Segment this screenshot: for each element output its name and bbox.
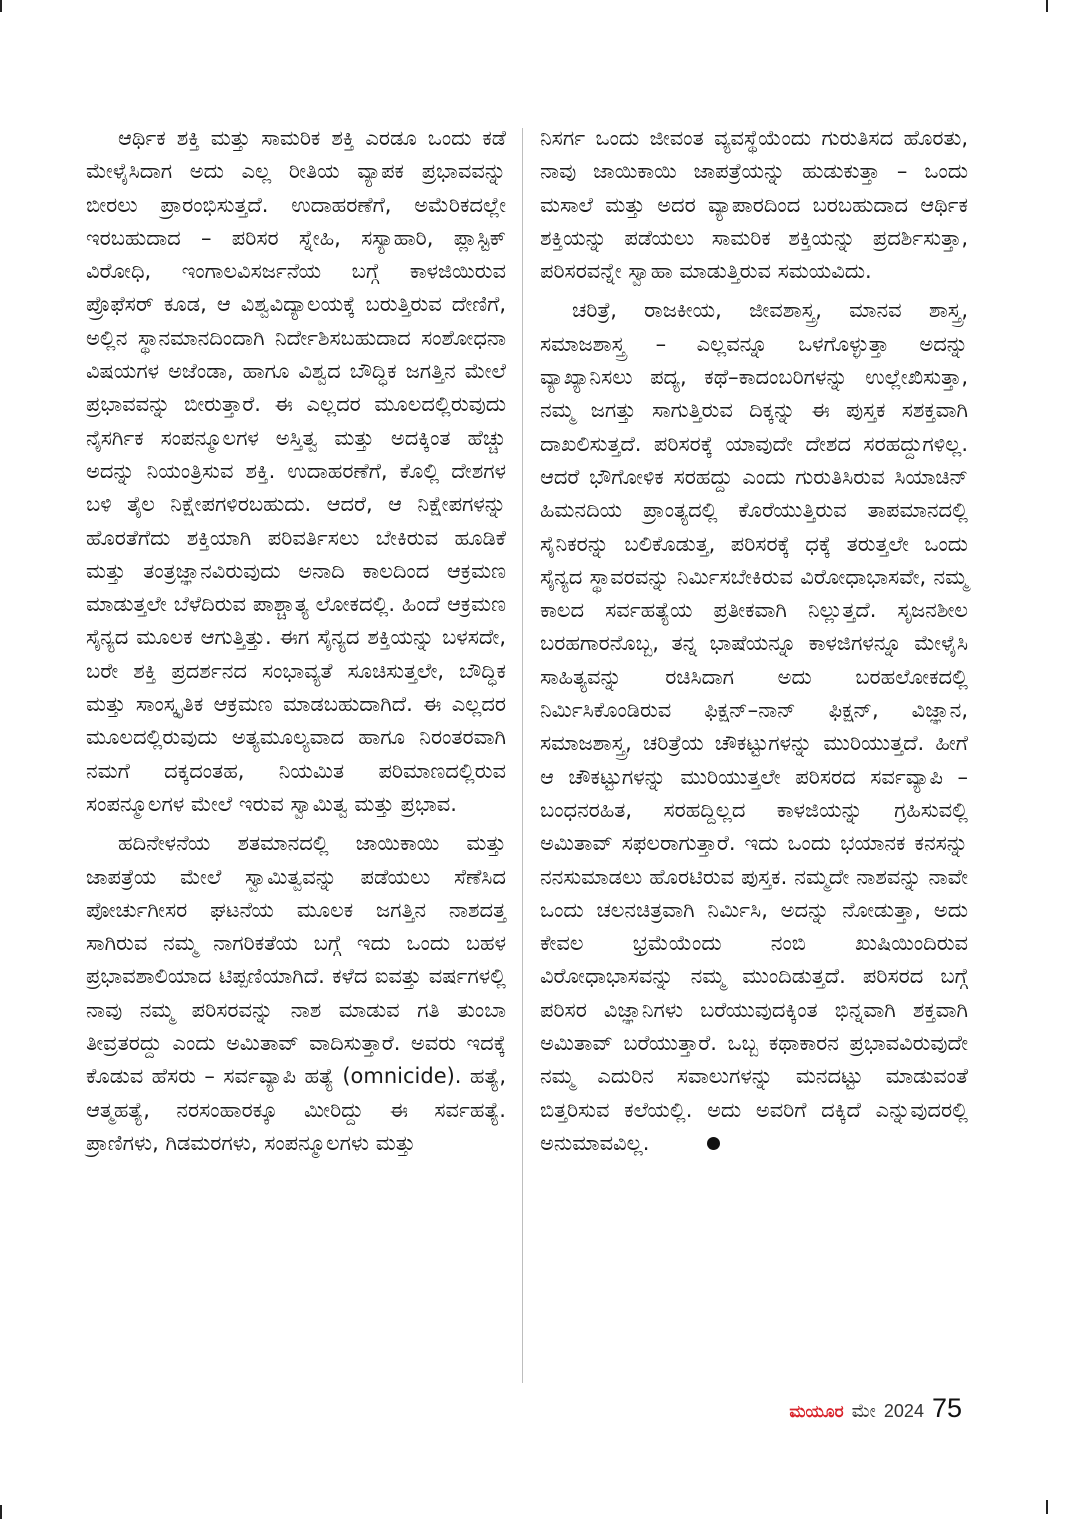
crop-mark-top-left xyxy=(0,0,2,12)
article-column-left xyxy=(86,122,506,1166)
paragraph: ಆರ್ಥಿಕ ಶಕ್ತಿ ಮತ್ತು ಸಾಮರಿಕ ಶಕ್ತಿ ಎರಡೂ ಒಂದು ಕಡೆ ಮೇಳೈಸಿದಾಗ ಅದು ಎಲ್ಲ ರೀತಿಯ ವ್ಯಾಪಕ ಪ್ರಭಾವವನ್ನು ಬೀರಲು ಪ್ರಾರಂಭಿಸುತ್ತದೆ. ಉದಾಹರಣೆಗೆ, ಅಮೆರಿಕದಲ್ಲೇ ಇರಬಹುದಾದ – ಪರಿಸರ ಸ್ನೇಹಿ, ಸಸ್ಯಾಹಾರಿ, ಪ್ಲಾಸ್ಟಿಕ್ ವಿರೋಧಿ, ಇಂಗಾಲವಿಸರ್ಜನೆಯ ಬಗ್ಗೆ ಕಾಳಜಿಯಿರುವ ಪ್ರೊಫೆಸರ್ ಕೂಡ, ಆ ವಿಶ್ವವಿದ್ಯಾಲಯಕ್ಕೆ ಬರುತ್ತಿರುವ ದೇಣಿಗೆ, ಅಲ್ಲಿನ ಸ್ಥಾನಮಾನದಿಂದಾಗಿ ನಿರ್ದೇಶಿಸಬಹುದಾದ ಸಂಶೋಧನಾ ವಿಷಯಗಳ ಅಜೆಂಡಾ, ಹಾಗೂ ವಿಶ್ವದ ಬೌದ್ಧಿಕ ಜಗತ್ತಿನ ಮೇಲೆ ಪ್ರಭಾವವನ್ನು ಬೀರುತ್ತಾರೆ. ಈ ಎಲ್ಲದರ ಮೂಲದಲ್ಲಿರುವುದು ನೈಸರ್ಗಿಕ ಸಂಪನ್ಮೂಲಗಳ ಅಸ್ತಿತ್ವ ಮತ್ತು ಅದಕ್ಕಿಂತ ಹೆಚ್ಚು ಅದನ್ನು ನಿಯಂತ್ರಿಸುವ ಶಕ್ತಿ. ಉದಾಹರಣೆಗೆ, ಕೊಲ್ಲಿ ದೇಶಗಳ ಬಳಿ ತೈಲ ನಿಕ್ಷೇಪಗಳಿರಬಹುದು. ಆದರೆ, ಆ ನಿಕ್ಷೇಪಗಳನ್ನು ಹೊರತೆಗೆದು ಶಕ್ತಿಯಾಗಿ ಪರಿವರ್ತಿಸಲು ಬೇಕಿರುವ ಹೂಡಿಕೆ ಮತ್ತು ತಂತ್ರಜ್ಞಾನವಿರುವುದು ಅನಾದಿ ಕಾಲದಿಂದ ಆಕ್ರಮಣ ಮಾಡುತ್ತಲೇ ಬೆಳೆದಿರುವ ಪಾಶ್ಚಾತ್ಯ ಲೋಕದಲ್ಲಿ. ಹಿಂದೆ ಆಕ್ರಮಣ ಸೈನ್ಯದ ಮೂಲಕ ಆಗುತ್ತಿತ್ತು. ಈಗ ಸೈನ್ಯದ ಶಕ್ತಿಯನ್ನು ಬಳಸದೇ, ಬರೇ ಶಕ್ತಿ ಪ್ರದರ್ಶನದ ಸಂಭಾವ್ಯತೆ ಸೂಚಿಸುತ್ತಲೇ, ಬೌದ್ಧಿಕ ಮತ್ತು ಸಾಂಸ್ಕೃತಿಕ ಆಕ್ರಮಣ ಮಾಡಬಹುದಾಗಿದೆ. ಈ ಎಲ್ಲದರ ಮೂಲದಲ್ಲಿರುವುದು ಅತ್ಯಮೂಲ್ಯವಾದ ಹಾಗೂ ನಿರಂತರವಾಗಿ ನಮಗೆ ದಕ್ಕದಂತಹ, ನಿಯಮಿತ ಪರಿಮಾಣದಲ್ಲಿರುವ ಸಂಪನ್ಮೂಲಗಳ ಮೇಲೆ ಇರುವ ಸ್ವಾಮಿತ್ವ ಮತ್ತು ಪ್ರಭಾವ. xyxy=(86,126,506,816)
paragraph: ನಿಸರ್ಗ ಒಂದು ಜೀವಂತ ವ್ಯವಸ್ಥೆಯೆಂದು ಗುರುತಿಸದ ಹೊರತು, ನಾವು ಜಾಯಿಕಾಯಿ ಜಾಪತ್ರೆಯನ್ನು ಹುಡುಕುತ್ತಾ – ಒಂದು ಮಸಾಲೆ ಮತ್ತು ಅದರ ವ್ಯಾಪಾರದಿಂದ ಬರಬಹುದಾದ ಆರ್ಥಿಕ ಶಕ್ತಿಯನ್ನು ಪಡೆಯಲು ಸಾಮರಿಕ ಶಕ್ತಿಯನ್ನು ಪ್ರದರ್ಶಿಸುತ್ತಾ, ಪರಿಸರವನ್ನೇ ಸ್ವಾಹಾ ಮಾಡುತ್ತಿರುವ ಸಮಯವಿದು. xyxy=(540,126,968,284)
crop-mark-bottom-right xyxy=(1046,1500,1048,1514)
issue-month: ಮೇ xyxy=(851,1400,876,1422)
column-divider xyxy=(522,128,523,1383)
page-number: 75 xyxy=(931,1393,962,1423)
article-column-right xyxy=(540,122,968,1166)
paragraph: ಹದಿನೇಳನೆಯ ಶತಮಾನದಲ್ಲಿ ಜಾಯಿಕಾಯಿ ಮತ್ತು ಜಾಪತ್ರೆಯ ಮೇಲೆ ಸ್ವಾಮಿತ್ವವನ್ನು ಪಡೆಯಲು ಸೆಣೆಸಿದ ಪೋರ್ಚುಗೀಸರ ಘಟನೆಯ ಮೂಲಕ ಜಗತ್ತಿನ ನಾಶದತ್ತ ಸಾಗಿರುವ ನಮ್ಮ ನಾಗರಿಕತೆಯ ಬಗ್ಗೆ ಇದು ಒಂದು ಬಹಳ ಪ್ರಭಾವಶಾಲಿಯಾದ ಟಿಪ್ಪಣಿಯಾಗಿದೆ. ಕಳೆದ ಐವತ್ತು ವರ್ಷಗಳಲ್ಲಿ ನಾವು ನಮ್ಮ ಪರಿಸರವನ್ನು ನಾಶ ಮಾಡುವ ಗತಿ ತುಂಬಾ ತೀವ್ರತರದ್ದು ಎಂದು ಅಮಿತಾವ್ ವಾದಿಸುತ್ತಾರೆ. ಅವರು ಇದಕ್ಕೆ ಕೊಡುವ ಹೆಸರು – ಸರ್ವವ್ಯಾಪಿ ಹತ್ಯೆ (omnicide). ಹತ್ಯೆ, ಆತ್ಮಹತ್ಯೆ, ನರಸಂಹಾರಕ್ಕೂ ಮೀರಿದ್ದು ಈ ಸರ್ವಹತ್ಯೆ. ಪ್ರಾಣಿಗಳು, ಗಿಡಮರಗಳು, ಸಂಪನ್ಮೂಲಗಳು ಮತ್ತು xyxy=(86,831,506,1155)
crop-mark-bottom-left xyxy=(0,1505,2,1519)
paragraph-text: ಚರಿತ್ರೆ, ರಾಜಕೀಯ, ಜೀವಶಾಸ್ತ್ರ, ಮಾನವ ಶಾಸ್ತ್ರ, ಸಮಾಜಶಾಸ್ತ್ರ – ಎಲ್ಲವನ್ನೂ ಒಳಗೊಳ್ಳುತ್ತಾ ಅದನ್ನು ವ್ಯಾಖ್ಯಾನಿಸಲು ಪದ್ಯ, ಕಥೆ–ಕಾದಂಬರಿಗಳನ್ನು ಉಲ್ಲೇಖಿಸುತ್ತಾ, ನಮ್ಮ ಜಗತ್ತು ಸಾಗುತ್ತಿರುವ ದಿಕ್ಕನ್ನು ಈ ಪುಸ್ತಕ ಸಶಕ್ತವಾಗಿ ದಾಖಲಿಸುತ್ತದೆ. ಪರಿಸರಕ್ಕೆ ಯಾವುದೇ ದೇಶದ ಸರಹದ್ದುಗಳಿಲ್ಲ. ಆದರೆ ಭೌಗೋಳಿಕ ಸರಹದ್ದು ಎಂದು ಗುರುತಿಸಿರುವ ಸಿಯಾಚಿನ್ ಹಿಮನದಿಯ ಪ್ರಾಂತ್ಯದಲ್ಲಿ ಕೊರೆಯುತ್ತಿರುವ ತಾಪಮಾನದಲ್ಲಿ ಸೈನಿಕರನ್ನು ಬಲಿಕೊಡುತ್ತ, ಪರಿಸರಕ್ಕೆ ಧಕ್ಕೆ ತರುತ್ತಲೇ ಒಂದು ಸೈನ್ಯದ ಸ್ಥಾವರವನ್ನು ನಿರ್ಮಿಸಬೇಕಿರುವ ವಿರೋಧಾಭಾಸವೇ, ನಮ್ಮ ಕಾಲದ ಸರ್ವಹತ್ಯೆಯ ಪ್ರತೀಕವಾಗಿ ನಿಲ್ಲುತ್ತದೆ. ಸೃಜನಶೀಲ ಬರಹಗಾರನೊಬ್ಬ, ತನ್ನ ಭಾಷೆಯನ್ನೂ ಕಾಳಜಿಗಳನ್ನೂ ಮೇಳೈಸಿ ಸಾಹಿತ್ಯವನ್ನು ರಚಿಸಿದಾಗ ಅದು ಬರಹಲೋಕದಲ್ಲಿ ನಿರ್ಮಿಸಿಕೊಂಡಿರುವ ಫಿಕ್ಷನ್–ನಾನ್ ಫಿಕ್ಷನ್, ವಿಜ್ಞಾನ, ಸಮಾಜಶಾಸ್ತ್ರ, ಚರಿತ್ರೆಯ ಚೌಕಟ್ಟುಗಳನ್ನು ಮುರಿಯುತ್ತದೆ. ಹೀಗೆ ಆ ಚೌಕಟ್ಟುಗಳನ್ನು ಮುರಿಯುತ್ತಲೇ ಪರಿಸರದ ಸರ್ವವ್ಯಾಪಿ – ಬಂಧನರಹಿತ, ಸರಹದ್ದಿಲ್ಲದ ಕಾಳಜಿಯನ್ನು ಗ್ರಹಿಸುವಲ್ಲಿ ಅಮಿತಾವ್ ಸಫಲರಾಗುತ್ತಾರೆ. ಇದು ಒಂದು ಭಯಾನಕ ಕನಸನ್ನು ನನಸುಮಾಡಲು ಹೊರಟಿರುವ ಪುಸ್ತಕ. ನಮ್ಮದೇ ನಾಶವನ್ನು ನಾವೇ ಒಂದು ಚಲನಚಿತ್ರವಾಗಿ ನಿರ್ಮಿಸಿ, ಅದನ್ನು ನೋಡುತ್ತಾ, ಅದು ಕೇವಲ ಭ್ರಮೆಯೆಂದು ನಂಬಿ ಖುಷಿಯಿಂದಿರುವ ವಿರೋಧಾಭಾಸವನ್ನು ನಮ್ಮ ಮುಂದಿಡುತ್ತದೆ. ಪರಿಸರದ ಬಗ್ಗೆ ಪರಿಸರ ವಿಜ್ಞಾನಿಗಳು ಬರೆಯುವುದಕ್ಕಿಂತ ಭಿನ್ನವಾಗಿ ಶಕ್ತವಾಗಿ ಅಮಿತಾವ್ ಬರೆಯುತ್ತಾರೆ. ಒಬ್ಬ ಕಥಾಕಾರನ ಪ್ರಭಾವವಿರುವುದೇ ನಮ್ಮ ಎದುರಿನ ಸವಾಲುಗಳನ್ನು ಮನದಟ್ಟು ಮಾಡುವಂತೆ ಬಿತ್ತರಿಸುವ ಕಲೆಯಲ್ಲಿ. ಅದು ಅವರಿಗೆ ದಕ್ಕಿದೆ ಎನ್ನುವುದರಲ್ಲಿ ಅನುಮಾವವಿಲ್ಲ. xyxy=(540,298,968,1155)
issue-year: 2024 xyxy=(883,1401,924,1421)
paragraph-last xyxy=(540,294,968,1160)
crop-mark-top-right xyxy=(1046,0,1048,12)
page-footer xyxy=(789,1393,962,1424)
end-mark-icon xyxy=(707,1137,720,1150)
magazine-name: ಮಯೂರ xyxy=(789,1402,844,1422)
